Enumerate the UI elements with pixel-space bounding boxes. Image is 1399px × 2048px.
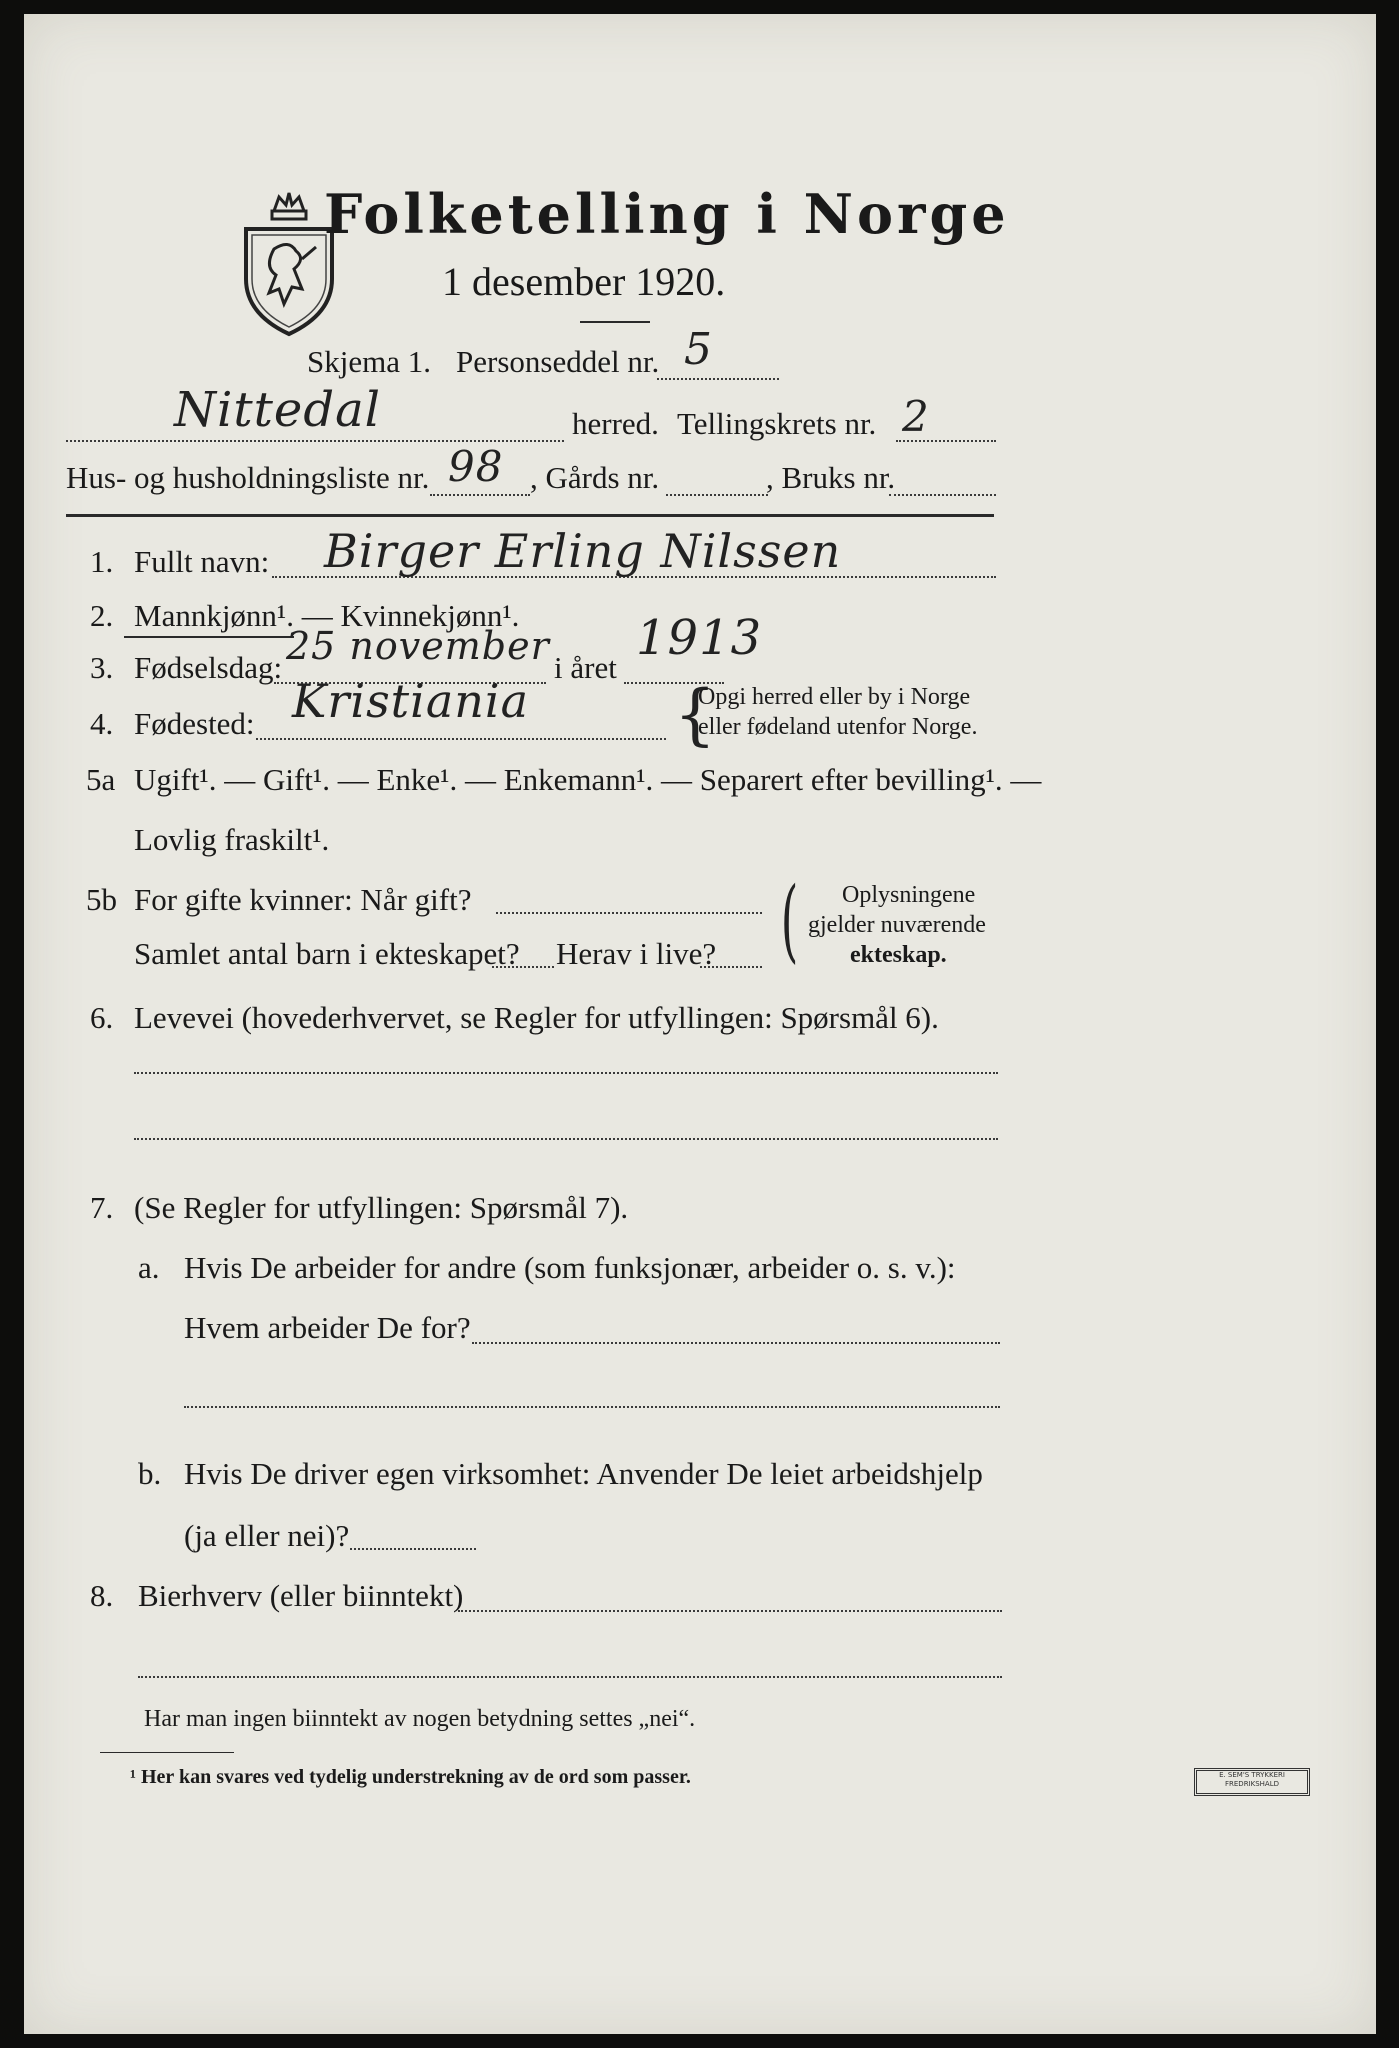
q5b-note-3: ekteskap.: [850, 942, 947, 968]
census-date: 1 desember 1920.: [442, 259, 726, 304]
skjema-label: Skjema 1.: [307, 344, 431, 379]
q7a-number: a.: [138, 1250, 160, 1285]
q5b-number: 5b: [86, 882, 117, 917]
q5a-line-1: Ugift¹. — Gift¹. — Enke¹. — Enkemann¹. — Separert efter bevilling¹. —: [134, 762, 1042, 797]
q5b-line-2a: Samlet antal barn i ekteskapet?: [134, 936, 520, 971]
q2-number: 2.: [90, 598, 114, 633]
q4-label: Fødested:: [134, 706, 255, 741]
footnote: ¹ Her kan svares ved tydelig understrekning av de ord som passer.: [130, 1766, 691, 1788]
husliste-line: [430, 494, 530, 496]
q5a-line-2: Lovlig fraskilt¹.: [134, 822, 330, 857]
q6-label: Levevei (hovederhvervet, se Regler for utfyllingen: Spørsmål 6).: [134, 1000, 939, 1035]
q7-number: 7.: [90, 1190, 114, 1225]
q5b-note-2: gjelder nuværende: [808, 912, 986, 938]
form-title: Folketelling i Norge: [324, 182, 1010, 246]
herred-label: herred.: [572, 406, 659, 441]
q7b-line-1: Hvis De driver egen virksomhet: Anvender De leiet arbeidshjelp: [184, 1456, 983, 1491]
tellingskrets-value: 2: [902, 392, 930, 441]
q7b-number: b.: [138, 1456, 162, 1491]
census-form-page: [24, 14, 1376, 2034]
q4-number: 4.: [90, 706, 114, 741]
q4-brace: {: [674, 676, 716, 753]
q3-label: Fødselsdag:: [134, 650, 283, 685]
q3-number: 3.: [90, 650, 114, 685]
personseddel-label: Personseddel nr.: [456, 344, 660, 379]
q7a-line-2: Hvem arbeider De for?: [184, 1310, 471, 1345]
personseddel-line: [657, 378, 779, 380]
q2-label: Mannkjønn¹. — Kvinnekjønn¹.: [134, 598, 520, 633]
q5b-paren: (: [780, 868, 799, 973]
q7b-line-2: (ja eller nei)?: [184, 1518, 350, 1553]
q6-number: 6.: [90, 1000, 114, 1035]
q3-day-value: 25 november: [286, 624, 550, 668]
q4-note-2: eller fødeland utenfor Norge.: [698, 714, 978, 740]
q7-label: (Se Regler for utfyllingen: Spørsmål 7).: [134, 1190, 629, 1225]
husliste-label: Hus- og husholdningsliste nr.: [66, 460, 430, 495]
q3-year-label: i året: [554, 650, 617, 685]
bruks-label: , Bruks nr.: [766, 460, 896, 495]
q5b-note-1: Oplysningene: [842, 882, 976, 908]
q1-label: Fullt navn:: [134, 544, 270, 579]
footer-note: Har man ingen biinntekt av nogen betydning settes „nei“.: [144, 1706, 696, 1732]
q1-value: Birger Erling Nilssen: [324, 524, 842, 578]
footnote-rule: [100, 1752, 234, 1753]
q8-number: 8.: [90, 1578, 114, 1613]
q2-underline: [124, 636, 294, 638]
q7a-line: [472, 1342, 1000, 1344]
q7b-line: [350, 1548, 476, 1550]
q5b-gift-line: [496, 912, 762, 914]
q4-note-1: Opgi herred eller by i Norge: [698, 684, 971, 710]
q4-line: [256, 738, 666, 740]
q4-value: Kristiania: [292, 674, 530, 728]
q5b-live-line: [700, 966, 762, 968]
q5a-number: 5a: [86, 762, 116, 797]
q3-year-value: 1913: [636, 610, 763, 666]
bruks-line: [889, 494, 996, 496]
q7a-line-1: Hvis De arbeider for andre (som funksjonær, arbeider o. s. v.):: [184, 1250, 956, 1285]
personseddel-value: 5: [684, 324, 713, 375]
header-rule: [66, 514, 994, 517]
q1-number: 1.: [90, 544, 114, 579]
q8-label: Bierhverv (eller biinntekt): [138, 1578, 464, 1613]
gards-label: , Gårds nr.: [530, 460, 660, 495]
q5b-line-1: For gifte kvinner: Når gift?: [134, 882, 472, 917]
q6-line-1: [134, 1072, 998, 1074]
q5b-line-2b: Herav i live?: [556, 936, 717, 971]
tellingskrets-label: Tellingskrets nr.: [677, 406, 877, 441]
gards-line: [666, 494, 768, 496]
husliste-value: 98: [448, 442, 504, 491]
herred-value: Nittedal: [174, 382, 382, 438]
q8-line: [458, 1610, 1002, 1612]
q5b-barn-line: [492, 966, 554, 968]
title-divider: [580, 321, 650, 323]
q8-line-extra: [138, 1676, 1002, 1678]
q6-line-2: [134, 1138, 998, 1140]
q7a-line-extra: [184, 1406, 1000, 1408]
printer-stamp: E. SEM'S TRYKKERI FREDRIKSHALD: [1194, 1768, 1310, 1796]
